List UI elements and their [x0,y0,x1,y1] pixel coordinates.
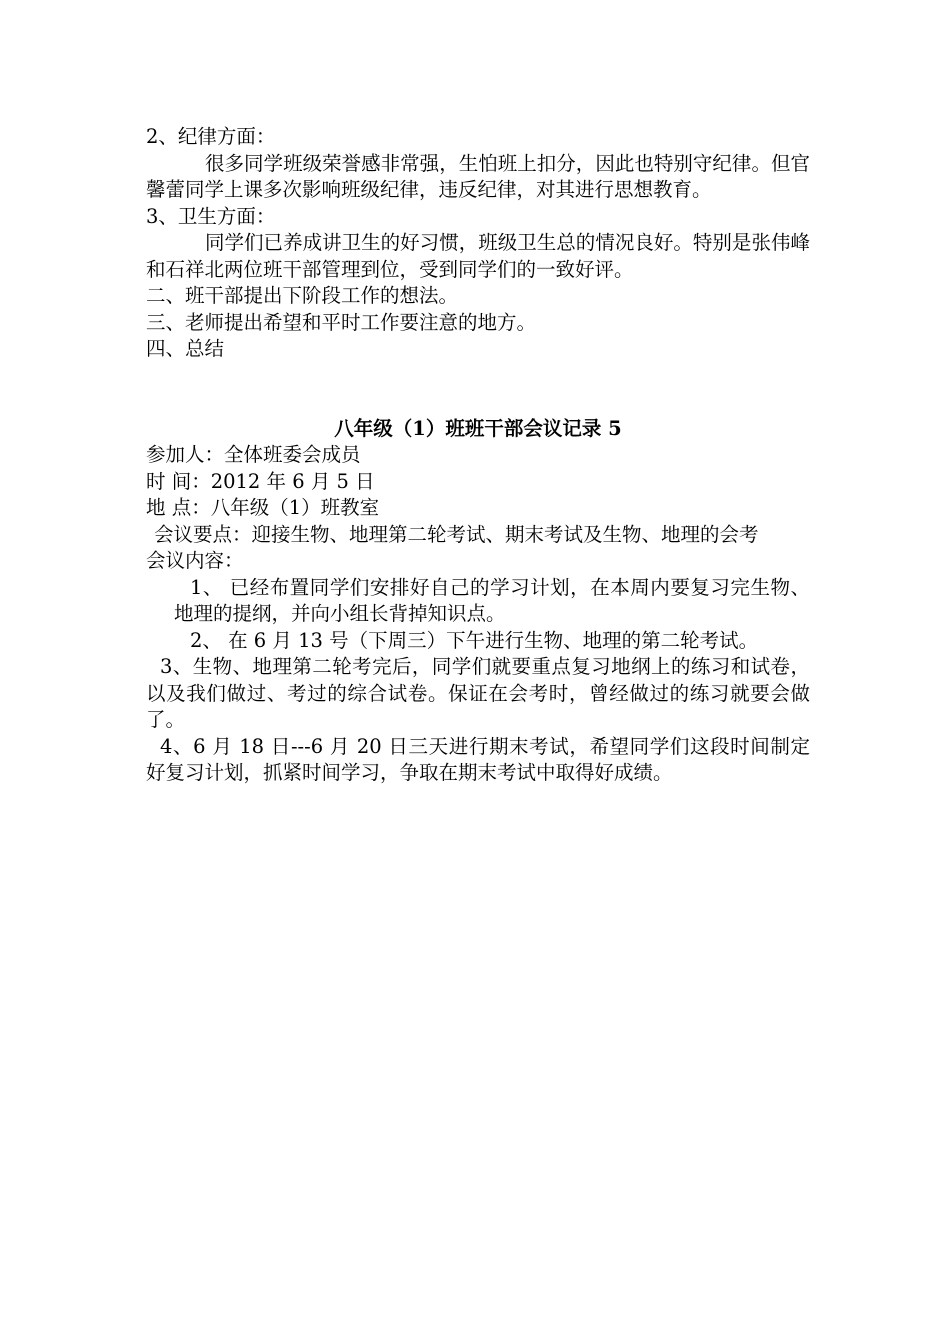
content-item-4: 4、6 月 18 日---6 月 20 日三天进行期末考试，希望同学们这段时间制定好复习计划，抓紧时间学习，争取在期末考试中取得好成绩。 [146,734,810,784]
attendees-line: 参加人：全体班委会成员 [146,443,361,466]
agenda-item-2: 二、班干部提出下阶段工作的想法。 [146,284,459,307]
discipline-paragraph: 很多同学班级荣誉感非常强，生怕班上扣分，因此也特别守纪律。但官馨蕾同学上课多次影响班级纪律，违反纪律，对其进行思想教育。 [146,151,810,201]
content-item-1: 1、 已经布置同学们安排好自己的学习计划，在本周内要复习完生物、地理的提纲，并向小组长背掉知识点。 [174,575,810,625]
discipline-heading: 2、纪律方面： [146,125,276,148]
record-title: 八年级（1）班班干部会议记录 5 [334,416,622,440]
key-points-line: 会议要点：迎接生物、地理第二轮考试、期末考试及生物、地理的会考 [154,522,759,546]
agenda-item-4: 四、总结 [146,337,225,360]
place-line: 地 点：八年级（1）班教室 [146,496,380,519]
hygiene-heading: 3、卫生方面： [146,204,276,228]
document-body [146,124,810,787]
content-label: 会议内容： [146,549,244,572]
agenda-item-3: 三、老师提出希望和平时工作要注意的地方。 [146,310,537,334]
time-line: 时 间：2012 年 6 月 5 日 [146,469,375,493]
section-spacer [146,363,810,416]
content-item-3: 3、生物、地理第二轮考完后，同学们就要重点复习地纲上的练习和试卷，以及我们做过、考过的综合试卷。保证在会考时，曾经做过的练习就要会做了。 [146,655,810,731]
content-item-2: 2、 在 6 月 13 号（下周三）下午进行生物、地理的第二轮考试。 [190,628,759,652]
hygiene-paragraph: 同学们已养成讲卫生的好习惯，班级卫生总的情况良好。特别是张伟峰和石祥北两位班干部管理到位，受到同学们的一致好评。 [146,231,810,281]
